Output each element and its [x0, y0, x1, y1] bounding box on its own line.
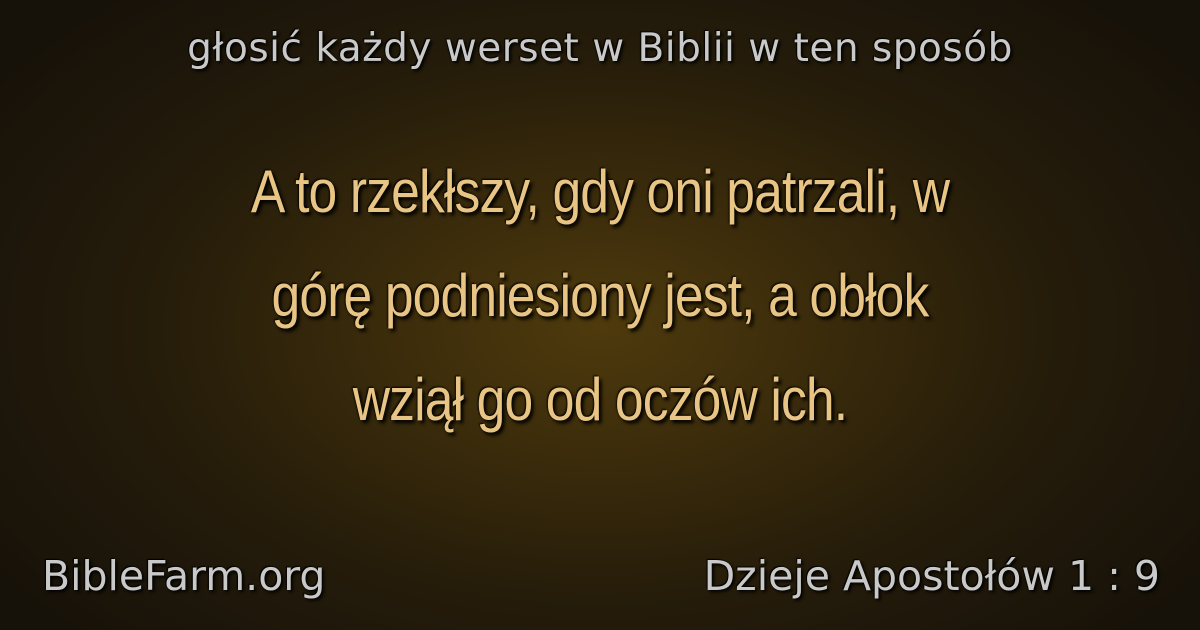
- verse-line: wziął go od oczów ich.: [352, 366, 848, 433]
- tagline: głosić każdy werset w Biblii w ten sposób: [187, 26, 1013, 71]
- verse-text: [118, 140, 1081, 452]
- verse-reference: Dzieje Apostołów 1 : 9: [703, 552, 1160, 600]
- site-brand: BibleFarm.org: [42, 552, 326, 600]
- verse-line: górę podniesiony jest, a obłok: [271, 262, 929, 329]
- verse-line: A to rzekłszy, gdy oni patrzali, w: [250, 158, 950, 225]
